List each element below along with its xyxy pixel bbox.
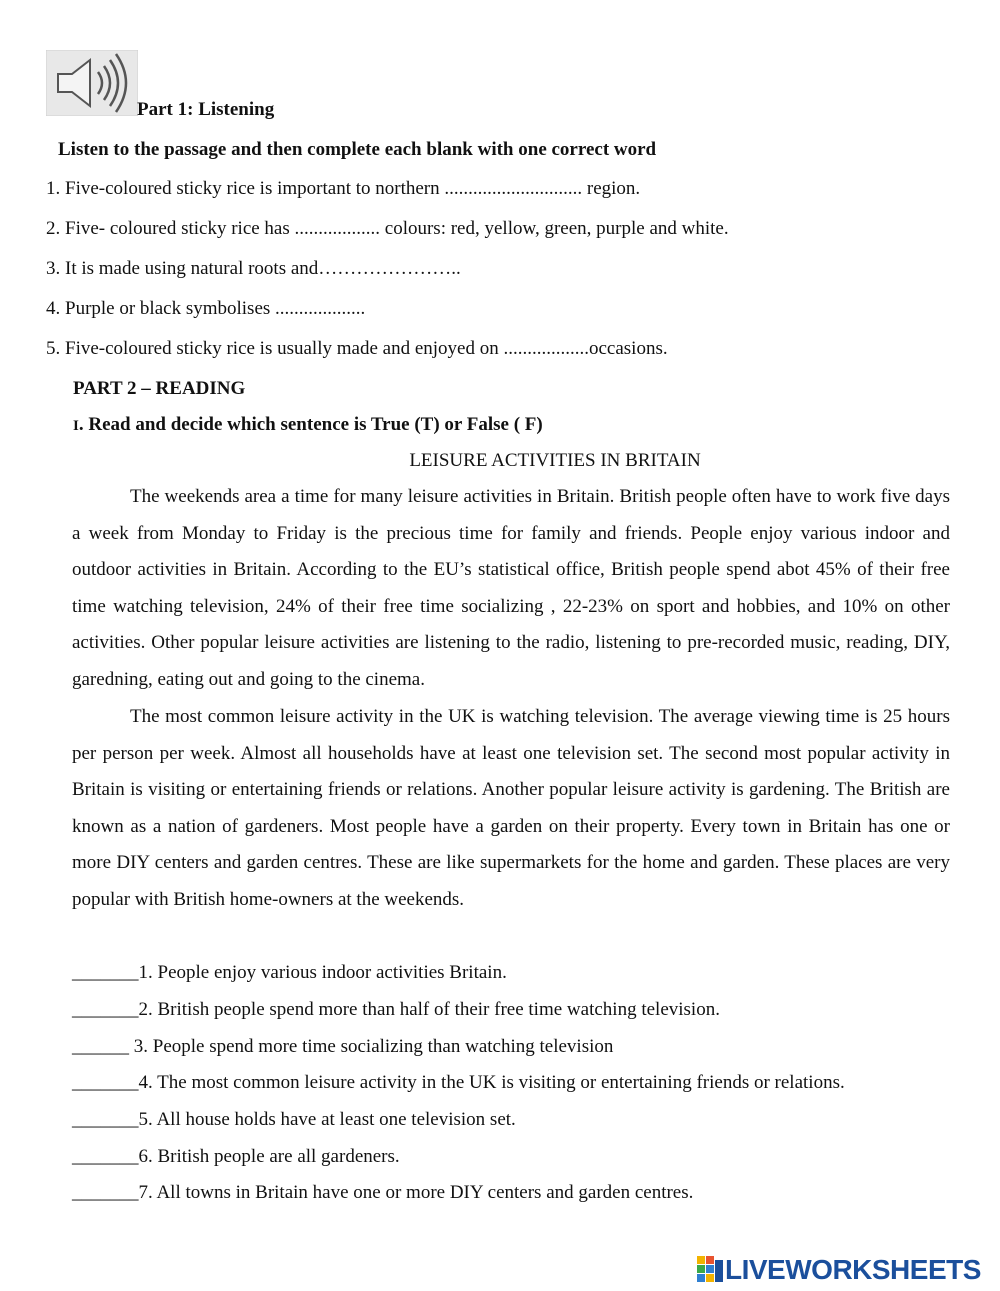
part2-instruction-text: . Read and decide which sentence is True (T) or False ( F)	[78, 414, 543, 435]
listening-question-3[interactable]: 3. It is made using natural roots and…………………..	[46, 258, 461, 279]
listening-question-4[interactable]: 4. Purple or black symbolises ...................	[46, 298, 366, 319]
tf-statement-7[interactable]: _______7. All towns in Britain have one or more DIY centers and garden centres.	[72, 1182, 694, 1203]
part2-instruction	[73, 414, 543, 437]
tf-statement-3[interactable]: ______ 3. People spend more time socializing than watching television	[72, 1036, 614, 1057]
listening-question-1[interactable]: 1. Five-coloured sticky rice is important to northern ............................. region.	[46, 178, 641, 199]
part2-instruction-prefix: I	[73, 418, 79, 434]
part1-title: Part 1: Listening	[137, 99, 275, 120]
listening-question-2[interactable]: 2. Five- coloured sticky rice has .................. colours: red, yellow, green, purple and white.	[46, 218, 729, 239]
tf-statement-5[interactable]: _______5. All house holds have at least one television set.	[72, 1109, 516, 1130]
tf-statement-1[interactable]: _______1. People enjoy various indoor activities Britain.	[72, 962, 507, 983]
passage-title: LEISURE ACTIVITIES IN BRITAIN	[409, 450, 701, 471]
listening-question-5[interactable]: 5. Five-coloured sticky rice is usually made and enjoyed on ..................occasions.	[46, 338, 668, 359]
tf-statement-4[interactable]: _______4. The most common leisure activity in the UK is visiting or entertaining friends or relations.	[72, 1072, 845, 1093]
speaker-icon[interactable]	[46, 50, 138, 116]
part1-instruction: Listen to the passage and then complete each blank with one correct word	[58, 139, 657, 160]
liveworksheets-brand: LIVEWORKSHEETS	[725, 1254, 981, 1285]
liveworksheets-logo-icon	[697, 1256, 723, 1284]
passage-paragraph-2: The most common leisure activity in the UK is watching television. The average viewing time is 25 hours per person per week. Almost all households have at least one television set. The second most popular activity in Britain is visiting or entertaining friends or relations. Another popular leisure activity is gardening. The British are known as a nation of gardeners. Most people have a garden on their property. Every town in Britain has one or more DIY centers and garden centres. These are like supermarkets for the home and garden. These places are very popular with British home-owners at the weekends.	[72, 706, 950, 910]
tf-statement-2[interactable]: _______2. British people spend more than half of their free time watching television.	[72, 999, 720, 1020]
passage-paragraph-1: The weekends area a time for many leisure activities in Britain. British people often have to work five days a week from Monday to Friday is the precious time for family and friends. People enjoy various indoor and outdoor activities in Britain. According to the EU’s statistical office, British people spend abot 45% of their free time watching television, 24% of their free time socializing , 22-23% on sport and hobbies, and 10% on other activities. Other popular leisure activities are listening to the radio, listening to pre-recorded music, reading, DIY, garedning, eating out and going to the cinema.	[72, 486, 950, 690]
liveworksheets-logo	[697, 1255, 981, 1285]
part2-title: PART 2 – READING	[73, 378, 246, 399]
tf-statement-6[interactable]: _______6. British people are all gardeners.	[72, 1146, 400, 1167]
